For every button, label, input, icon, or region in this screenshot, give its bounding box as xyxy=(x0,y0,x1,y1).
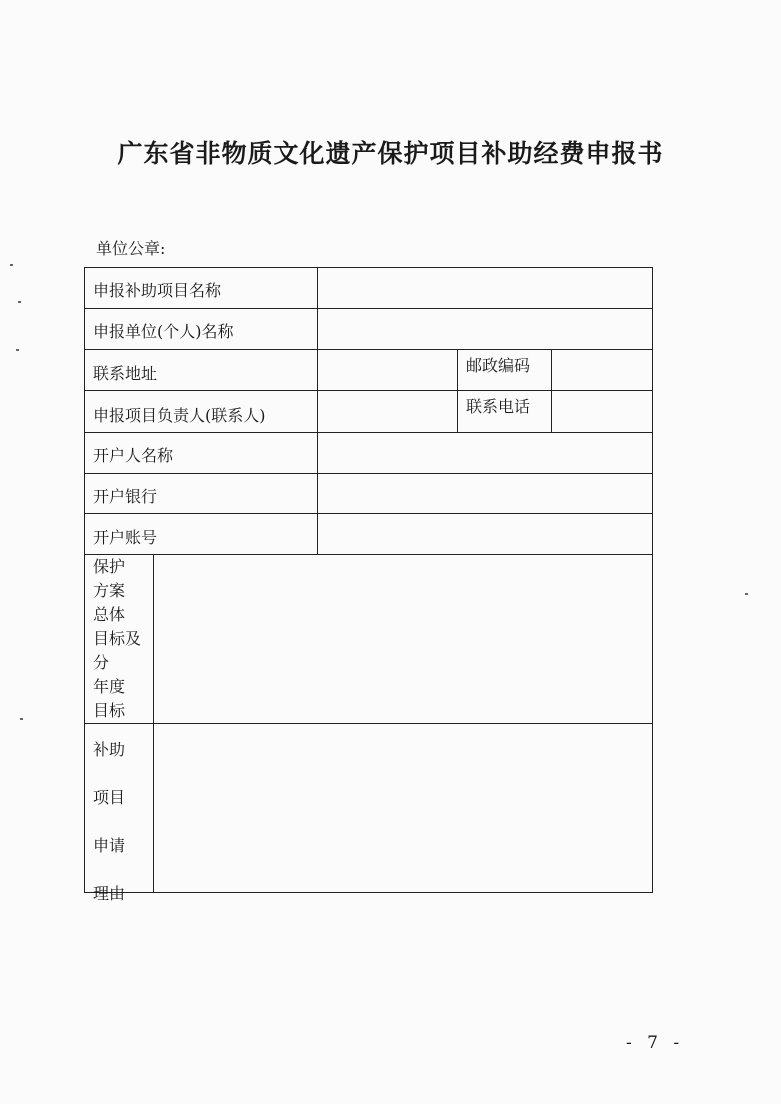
application-reason-row xyxy=(85,724,652,903)
address-label-cell xyxy=(85,350,318,390)
goals-label-line: 目标及 xyxy=(93,629,142,648)
scan-speck xyxy=(10,264,13,266)
account-holder-label-cell xyxy=(85,433,318,473)
account-holder-row xyxy=(85,433,652,474)
goals-label-line: 方案 xyxy=(93,581,126,600)
address-label: 联系地址 xyxy=(93,364,158,383)
person-in-charge-label: 申报项目负责人(联系人) xyxy=(93,406,266,425)
goals-label-line: 保护 xyxy=(93,557,126,576)
person-in-charge-field[interactable] xyxy=(318,391,458,432)
account-number-label-cell xyxy=(85,514,318,554)
application-reason-label xyxy=(93,726,125,918)
phone-label-cell xyxy=(458,391,552,432)
protection-goals-field[interactable] xyxy=(154,555,652,723)
phone-label: 联系电话 xyxy=(466,397,531,416)
postcode-label: 邮政编码 xyxy=(466,356,531,375)
protection-goals-label xyxy=(93,555,141,723)
reason-label-line: 理由 xyxy=(93,884,126,903)
seal-label: 单位公章: xyxy=(96,239,166,258)
page-number: - 7 - xyxy=(626,1033,685,1053)
postcode-label-cell xyxy=(458,350,552,390)
goals-label-line: 年度 xyxy=(93,677,126,696)
scan-speck xyxy=(20,718,23,720)
applicant-label: 申报单位(个人)名称 xyxy=(93,322,234,341)
protection-goals-label-cell xyxy=(85,555,154,723)
goals-label-line: 总体 xyxy=(93,605,126,624)
phone-field[interactable] xyxy=(552,391,652,432)
account-number-field[interactable] xyxy=(318,514,652,554)
application-reason-field[interactable] xyxy=(154,724,652,892)
reason-label-line: 申请 xyxy=(93,836,126,855)
postcode-field[interactable] xyxy=(552,350,652,390)
goals-label-line: 目标 xyxy=(93,701,126,720)
project-name-row xyxy=(85,268,652,309)
address-field[interactable] xyxy=(318,350,458,390)
account-holder-label: 开户人名称 xyxy=(93,446,174,465)
person-in-charge-label-cell xyxy=(85,391,318,432)
bank-row xyxy=(85,474,652,514)
applicant-label-cell xyxy=(85,309,318,349)
application-reason-label-cell xyxy=(85,724,154,903)
scan-speck xyxy=(745,593,748,595)
account-holder-field[interactable] xyxy=(318,433,652,473)
project-name-label-cell xyxy=(85,268,318,308)
reason-label-line: 项目 xyxy=(93,788,126,807)
address-row xyxy=(85,350,652,391)
reason-label-line: 补助 xyxy=(93,740,126,759)
applicant-row xyxy=(85,309,652,350)
account-number-row xyxy=(85,514,652,555)
scan-speck xyxy=(18,301,21,303)
applicant-field[interactable] xyxy=(318,309,652,349)
project-name-label: 申报补助项目名称 xyxy=(93,281,222,300)
contact-row xyxy=(85,391,652,433)
bank-label-cell xyxy=(85,474,318,513)
bank-field[interactable] xyxy=(318,474,652,513)
application-form-table xyxy=(84,267,653,903)
project-name-field[interactable] xyxy=(318,268,652,308)
scan-speck xyxy=(16,349,19,351)
bank-label: 开户银行 xyxy=(93,487,158,506)
goals-label-line: 分 xyxy=(93,653,110,672)
account-number-label: 开户账号 xyxy=(93,528,158,547)
protection-goals-row xyxy=(85,555,652,724)
document-title: 广东省非物质文化遗产保护项目补助经费申报书 xyxy=(117,139,664,168)
